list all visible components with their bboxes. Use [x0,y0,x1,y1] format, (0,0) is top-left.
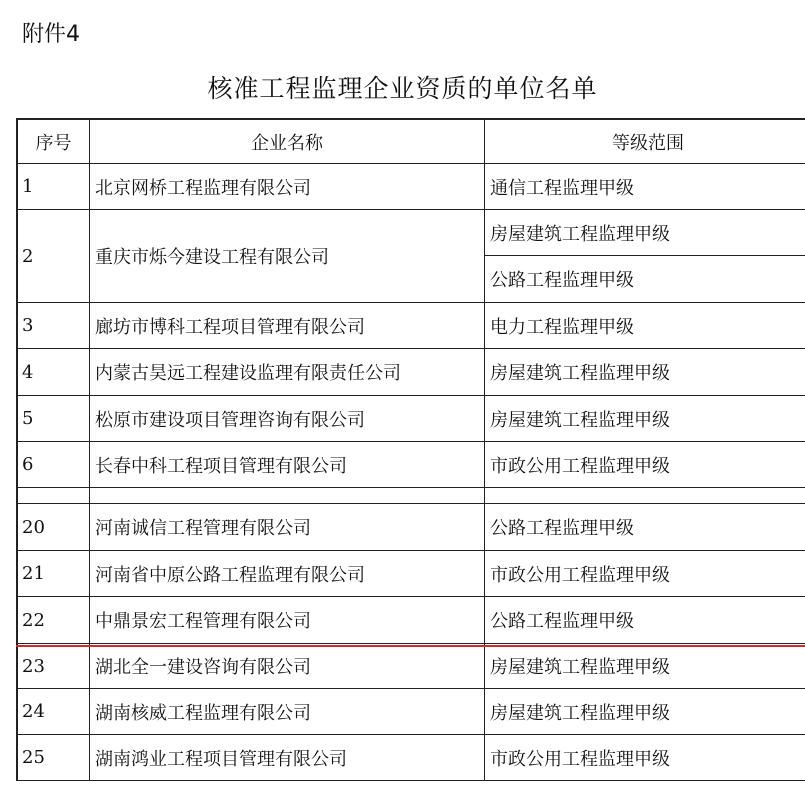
table-row [16,597,805,643]
row-scope: 公路工程监理甲级 [490,518,634,539]
row-no: 1 [16,164,90,209]
gap-cell [485,488,805,503]
row-no: 6 [16,442,90,487]
row-no: 3 [16,303,90,348]
row-company-name: 湖北全一建设咨询有限公司 [90,644,485,688]
row-scope: 房屋建筑工程监理甲级 [490,409,670,431]
row-company-name: 重庆市烁今建设工程有限公司 [90,210,485,302]
table-row [16,551,805,597]
table-gap-row [16,488,805,504]
row-scope-group [485,210,805,302]
table-row [16,210,805,303]
row-company-name: 松原市建设项目管理咨询有限公司 [90,396,485,441]
row-company-name: 内蒙古昊远工程建设监理有限责任公司 [90,349,485,395]
row-no: 23 [16,644,90,688]
row-scope: 公路工程监理甲级 [490,270,634,291]
row-company-name: 廊坊市博科工程项目管理有限公司 [90,303,485,348]
row-no: 24 [16,689,90,734]
row-scope: 市政公用工程监理甲级 [490,455,670,477]
table-row [16,396,805,442]
row-scope: 公路工程监理甲级 [490,611,634,632]
table-row [16,643,805,689]
row-company-name: 湖南鸿业工程项目管理有限公司 [90,735,485,780]
row-no: 21 [16,551,90,596]
qualification-table [16,118,805,781]
red-separator-line [16,645,805,647]
row-company-name: 湖南核威工程监理有限公司 [90,689,485,734]
row-no: 22 [16,597,90,643]
row-scope: 房屋建筑工程监理甲级 [490,363,670,384]
row-no: 5 [16,396,90,441]
gap-cell [90,488,485,503]
table-row [16,735,805,781]
row-company-name: 河南诚信工程管理有限公司 [90,504,485,550]
document-title: 核准工程监理企业资质的单位名单 [207,74,598,103]
row-no: 20 [16,504,90,550]
row-scope: 市政公用工程监理甲级 [490,748,670,770]
table-row [16,303,805,349]
row-scope: 电力工程监理甲级 [490,316,634,338]
header-name: 企业名称 [90,120,485,163]
table-row [16,689,805,735]
row-company-name: 河南省中原公路工程监理有限公司 [90,551,485,596]
row-company-name: 北京网桥工程监理有限公司 [90,164,485,209]
row-scope: 房屋建筑工程监理甲级 [485,210,805,256]
row-no: 25 [16,735,90,780]
header-scope: 等级范围 [612,132,684,154]
table-row [16,504,805,551]
row-scope: 市政公用工程监理甲级 [490,564,670,586]
header-no: 序号 [16,120,90,163]
gap-cell [16,488,90,503]
row-company-name: 中鼎景宏工程管理有限公司 [90,597,485,643]
attachment-label: 附件4 [22,22,80,47]
row-scope: 房屋建筑工程监理甲级 [490,657,670,678]
row-scope: 房屋建筑工程监理甲级 [490,702,670,724]
row-company-name: 长春中科工程项目管理有限公司 [90,442,485,487]
table-header-row [16,118,805,164]
row-scope: 通信工程监理甲级 [490,177,634,199]
table-row [16,164,805,210]
table-row [16,442,805,488]
row-no: 2 [16,210,90,302]
row-no: 4 [16,349,90,395]
table-row [16,349,805,396]
